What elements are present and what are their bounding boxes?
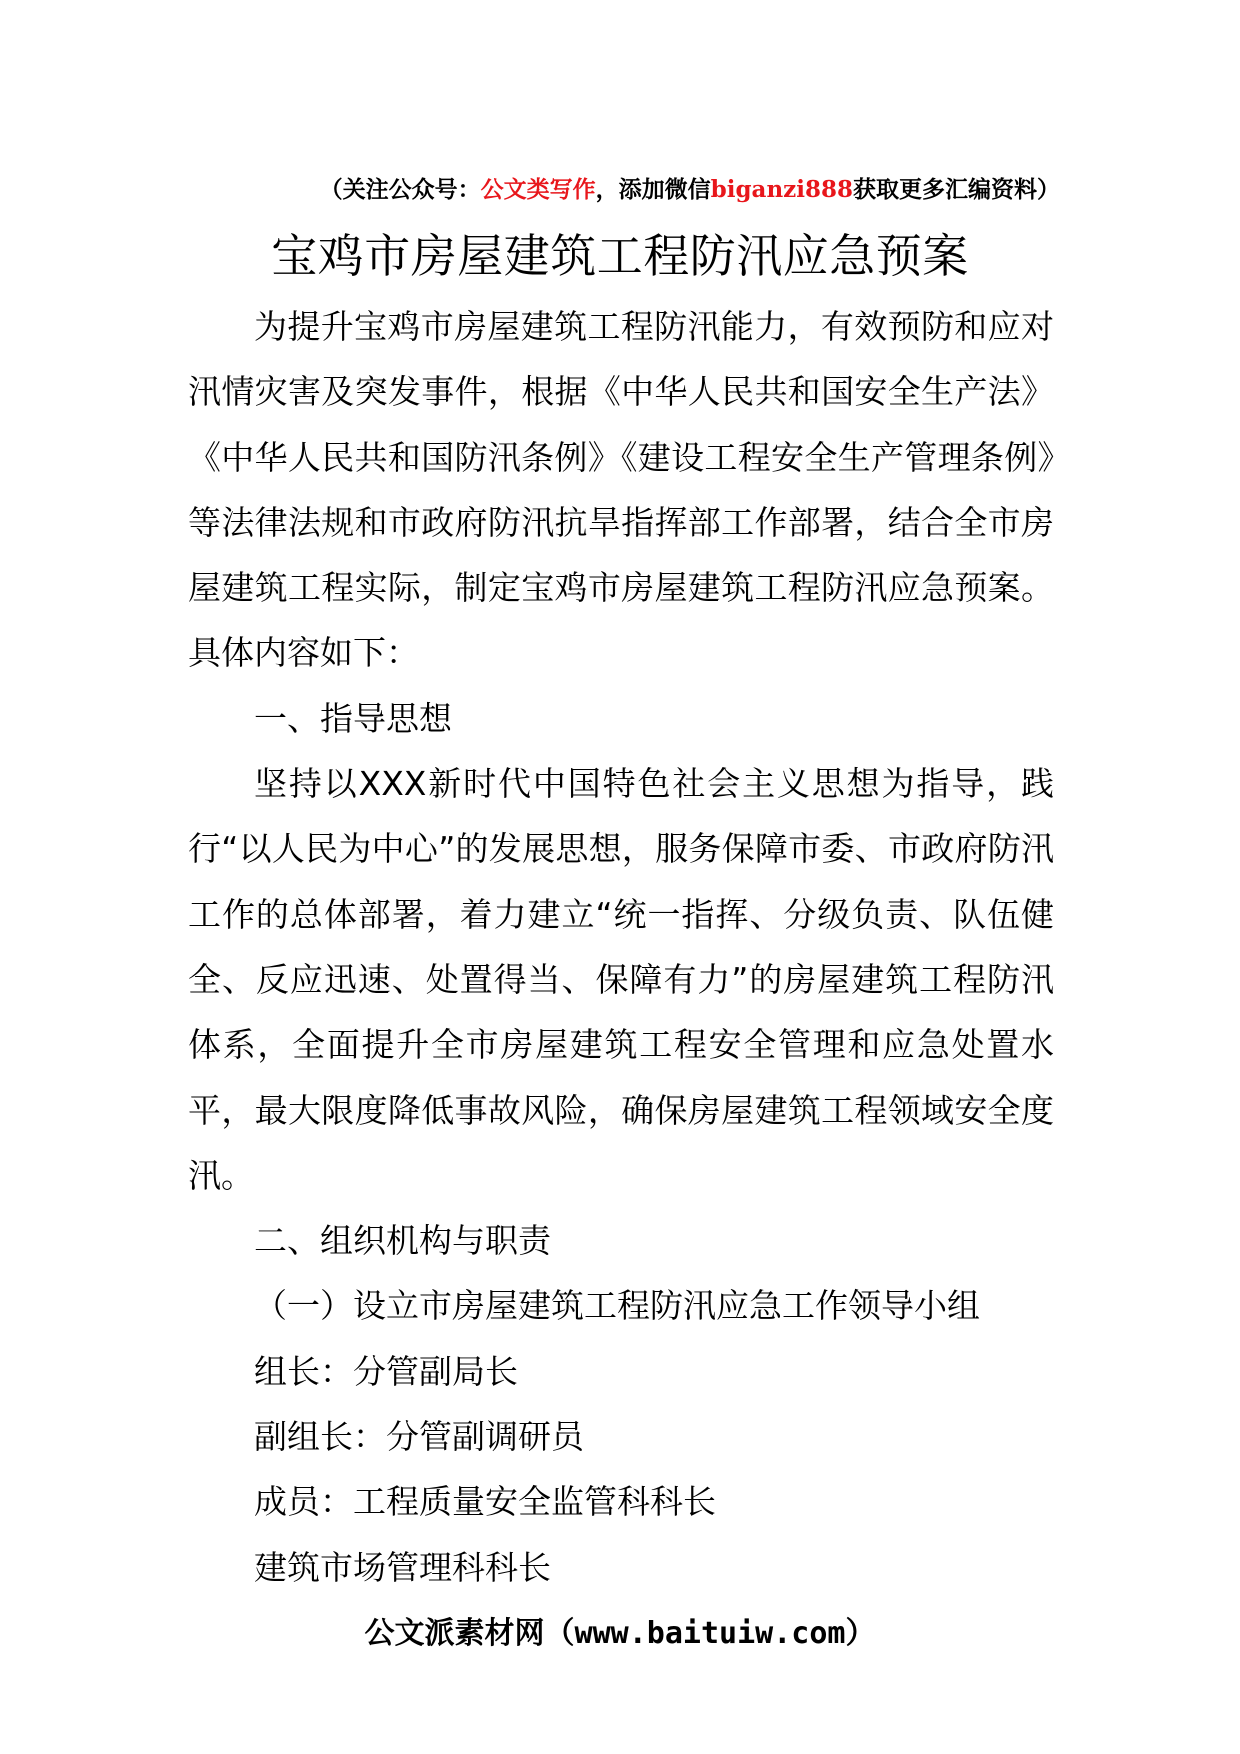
subsection-heading-leading-group: （一）设立市房屋建筑工程防汛应急工作领导小组	[254, 1286, 980, 1326]
notice-account-name: 公文类写作	[480, 176, 596, 203]
section-heading-organization: 二、组织机构与职责	[254, 1221, 551, 1261]
group-leader-line: 组长：分管副局长	[254, 1351, 518, 1391]
members-line: 成员：工程质量安全监管科科长	[254, 1482, 716, 1522]
member-line: 建筑市场管理科科长	[254, 1547, 551, 1587]
notice-close: 获取更多汇编资料）	[853, 176, 1060, 203]
notice-wechat-id: biganzi888	[710, 176, 853, 203]
deputy-leader-line: 副组长：分管副调研员	[254, 1417, 584, 1457]
notice-open: （关注公众号：	[319, 176, 481, 203]
document-title: 宝鸡市房屋建筑工程防汛应急预案	[271, 229, 969, 283]
footer-source: 公文派素材网（www.baituiw.com）	[364, 1616, 876, 1651]
document-body	[188, 294, 1054, 1600]
intro-paragraph: 为提升宝鸡市房屋建筑工程防汛能力，有效预防和应对汛情灾害及突发事件，根据《中华人民共和国安全生产法》《中华人民共和国防汛条例》《建设工程安全生产管理条例》等法律法规和市政府防汛抗旱指挥部工作部署，结合全市房屋建筑工程实际，制定宝鸡市房屋建筑工程防汛应急预案。具体内容如下：	[188, 307, 1054, 673]
follow-notice	[320, 172, 1060, 208]
notice-middle: ，添加微信	[595, 176, 711, 203]
section-heading-guiding-thought: 一、指导思想	[254, 698, 452, 738]
guiding-thought-paragraph: 坚持以XXX新时代中国特色社会主义思想为指导，践行“以人民为中心”的发展思想，服务保障市委、市政府防汛工作的总体部署，着力建立“统一指挥、分级负责、队伍健全、反应迅速、处置得当、保障有力”的房屋建筑工程防汛体系，全面提升全市房屋建筑工程安全管理和应急处置水平，最大限度降低事故风险，确保房屋建筑工程领域安全度汛。	[188, 764, 1054, 1195]
